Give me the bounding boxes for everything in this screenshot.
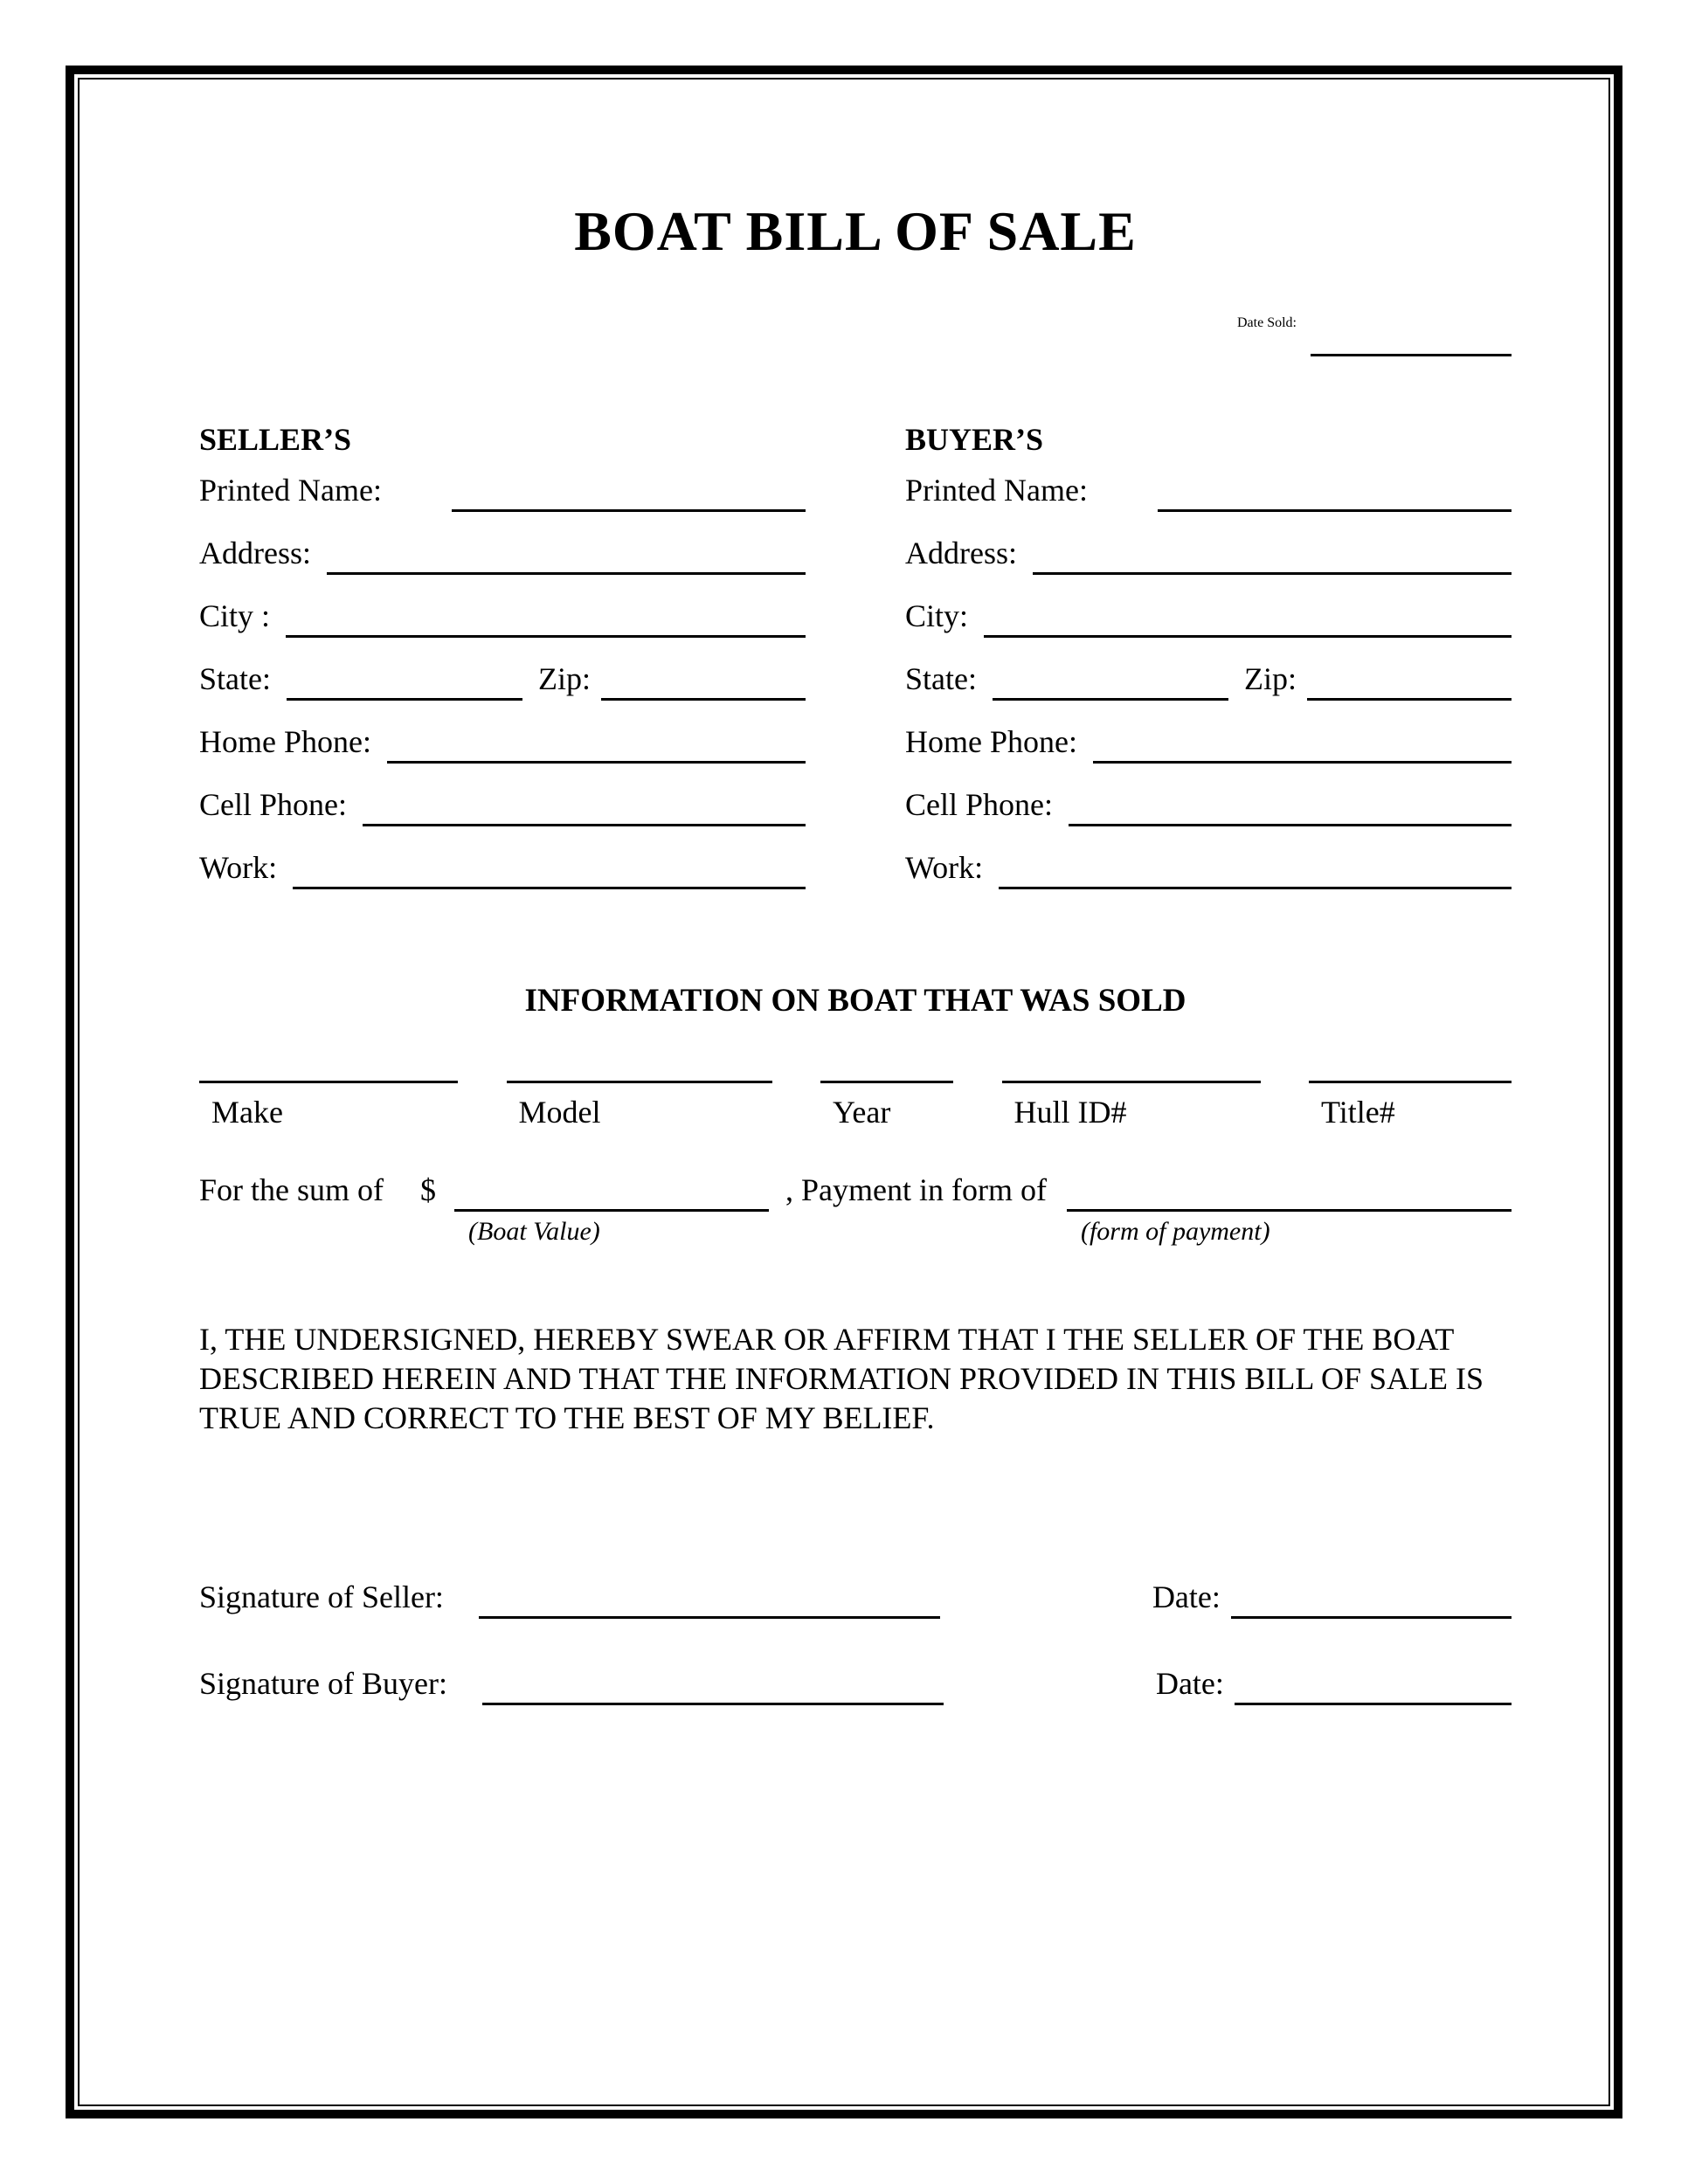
buyer-address-label: Address: [905, 536, 1017, 570]
boat-make-label: Make [211, 1095, 283, 1130]
boat-year-line[interactable] [820, 1080, 953, 1083]
page-title: BOAT BILL OF SALE [574, 200, 1137, 262]
boat-model-line[interactable] [507, 1080, 772, 1083]
seller-home-phone-row [199, 722, 806, 761]
seller-city-label: City : [199, 598, 271, 633]
form-content [199, 81, 1512, 2103]
buyer-state-zip-row [905, 660, 1512, 698]
boat-value-caption: (Boat Value) [468, 1217, 600, 1246]
date-sold-row [199, 315, 1512, 354]
buyer-work-line[interactable] [999, 848, 1512, 889]
buyer-signature-date-line[interactable] [1235, 1664, 1512, 1705]
buyer-signature-label: Signature of Buyer: [199, 1666, 447, 1701]
seller-printed-name-line[interactable] [452, 471, 806, 512]
seller-address-line[interactable] [327, 534, 806, 575]
seller-state-zip-row [199, 660, 806, 698]
boat-hull-id-field [1002, 1080, 1261, 1130]
boat-hull-id-line[interactable] [1002, 1080, 1261, 1083]
buyer-cell-phone-label: Cell Phone: [905, 787, 1053, 822]
seller-signature-date-line[interactable] [1231, 1578, 1512, 1619]
buyer-cell-phone-line[interactable] [1069, 785, 1512, 826]
date-sold-label: Date Sold: [1237, 315, 1297, 330]
buyer-home-phone-line[interactable] [1093, 722, 1512, 764]
buyer-work-label: Work: [905, 850, 984, 885]
boat-make-field [199, 1080, 458, 1130]
sum-payment-row [199, 1171, 1512, 1247]
buyer-signature-line[interactable] [482, 1664, 944, 1705]
buyer-printed-name-row [905, 471, 1512, 509]
parties-section [199, 420, 1512, 911]
seller-city-line[interactable] [286, 597, 806, 638]
seller-work-label: Work: [199, 850, 278, 885]
seller-cell-phone-row [199, 785, 806, 824]
buyer-heading: BUYER’S [905, 422, 1044, 457]
buyer-zip-label: Zip: [1243, 661, 1297, 696]
seller-work-row [199, 848, 806, 887]
buyer-state-label: State: [905, 661, 977, 696]
seller-state-label: State: [199, 661, 271, 696]
boat-hull-id-label: Hull ID# [1013, 1095, 1127, 1130]
boat-value-group [454, 1171, 769, 1247]
buyer-work-row [905, 848, 1512, 887]
buyer-city-line[interactable] [984, 597, 1512, 638]
seller-signature-row [199, 1578, 1512, 1616]
seller-cell-phone-line[interactable] [363, 785, 806, 826]
seller-signature-label: Signature of Seller: [199, 1579, 444, 1614]
buyer-city-row [905, 597, 1512, 635]
boat-info-heading: INFORMATION ON BOAT THAT WAS SOLD [524, 983, 1186, 1019]
boat-year-field [820, 1080, 953, 1130]
date-sold-line[interactable] [1311, 315, 1512, 356]
buyer-home-phone-label: Home Phone: [905, 724, 1077, 759]
seller-address-row [199, 534, 806, 572]
affirmation-line-1: I, THE UNDERSIGNED, HEREBY SWEAR OR AFFIRM THAT I THE SELLER OF THE BOAT [199, 1322, 1455, 1357]
payment-form-line[interactable] [1067, 1171, 1512, 1212]
affirmation-paragraph [199, 1320, 1512, 1438]
seller-signature-date-label: Date: [1152, 1579, 1221, 1614]
buyer-cell-phone-row [905, 785, 1512, 824]
seller-home-phone-label: Home Phone: [199, 724, 371, 759]
seller-zip-label: Zip: [537, 661, 591, 696]
buyer-address-line[interactable] [1033, 534, 1512, 575]
seller-section [199, 420, 806, 911]
boat-make-line[interactable] [199, 1080, 458, 1083]
buyer-state-line[interactable] [993, 660, 1228, 701]
seller-cell-phone-label: Cell Phone: [199, 787, 347, 822]
boat-year-label: Year [833, 1095, 891, 1130]
boat-title-number-label: Title# [1321, 1095, 1395, 1130]
seller-printed-name-row [199, 471, 806, 509]
buyer-home-phone-row [905, 722, 1512, 761]
dollar-sign: $ [420, 1172, 436, 1207]
buyer-printed-name-label: Printed Name: [905, 473, 1088, 508]
boat-title-number-line[interactable] [1309, 1080, 1512, 1083]
boat-title-number-field [1309, 1080, 1512, 1130]
buyer-address-row [905, 534, 1512, 572]
affirmation-line-2: DESCRIBED HEREIN AND THAT THE INFORMATION PROVIDED IN THIS BILL OF SALE IS [199, 1361, 1484, 1396]
seller-work-line[interactable] [293, 848, 806, 889]
boat-model-label: Model [518, 1095, 601, 1130]
buyer-city-label: City: [905, 598, 969, 633]
seller-address-label: Address: [199, 536, 311, 570]
seller-printed-name-label: Printed Name: [199, 473, 382, 508]
boat-fields-row [199, 1080, 1512, 1130]
payment-form-label: , Payment in form of [785, 1172, 1047, 1207]
seller-heading: SELLER’S [199, 422, 352, 457]
buyer-signature-row [199, 1664, 1512, 1703]
seller-city-row [199, 597, 806, 635]
sum-prefix-label: For the sum of [199, 1172, 384, 1207]
boat-model-field [507, 1080, 772, 1130]
seller-signature-line[interactable] [479, 1578, 940, 1619]
buyer-printed-name-line[interactable] [1158, 471, 1512, 512]
payment-form-caption: (form of payment) [1080, 1217, 1270, 1246]
payment-form-group [1067, 1171, 1512, 1247]
seller-state-line[interactable] [287, 660, 522, 701]
boat-value-line[interactable] [454, 1171, 769, 1212]
seller-zip-line[interactable] [601, 660, 806, 701]
buyer-zip-line[interactable] [1307, 660, 1512, 701]
affirmation-line-3: TRUE AND CORRECT TO THE BEST OF MY BELIEF. [199, 1400, 935, 1435]
buyer-signature-date-label: Date: [1155, 1666, 1224, 1701]
buyer-section [905, 420, 1512, 911]
seller-home-phone-line[interactable] [387, 722, 806, 764]
